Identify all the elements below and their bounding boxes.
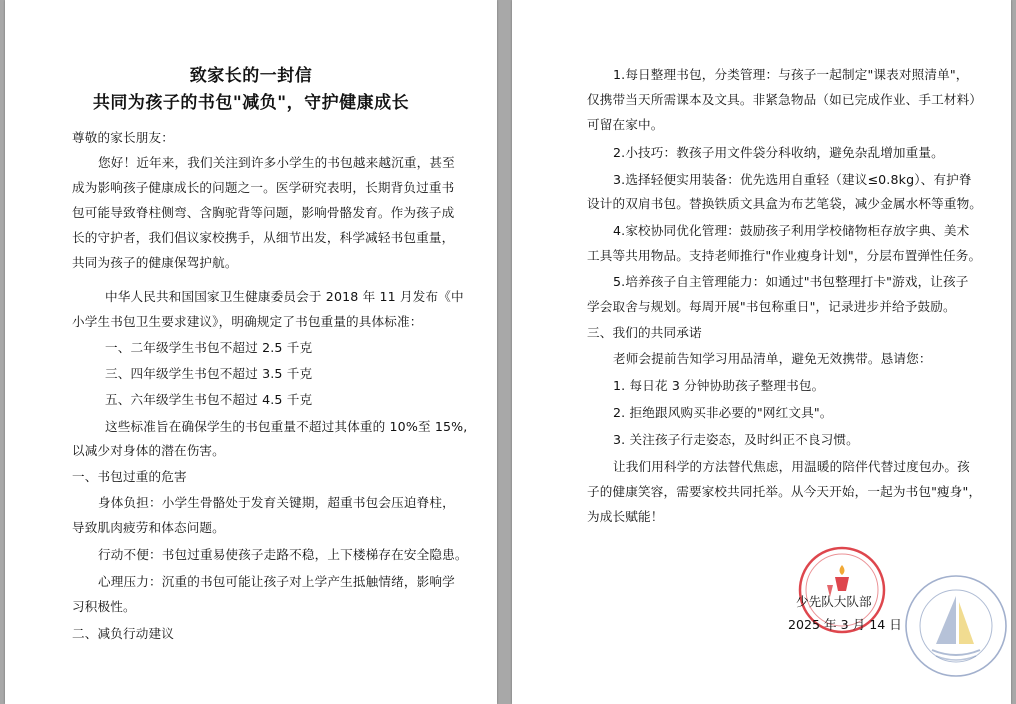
section-heading: 一、书包过重的危害	[72, 469, 187, 484]
standard-item: 一、二年级学生书包不超过 2.5 千克	[105, 340, 313, 355]
intro-line: 共同为孩子的健康保驾护航。	[72, 255, 238, 270]
harm-move-line: 行动不便：书包过重易使孩子走路不稳，上下楼梯存在安全隐患。	[98, 547, 468, 562]
signature-date: 2025 年 3 月 14 日	[788, 617, 902, 632]
tip4-line: 4.家校协同优化管理：鼓励孩子利用学校储物柜存放字典、美术	[613, 223, 970, 238]
tip5-line: 5.培养孩子自主管理能力：如通过"书包整理打卡"游戏，让孩子	[613, 274, 969, 289]
school-logo-icon	[902, 572, 1010, 680]
promise-item: 3. 关注孩子行走姿态，及时纠正不良习惯。	[613, 432, 859, 447]
standard-item: 五、六年级学生书包不超过 4.5 千克	[105, 392, 313, 407]
promise-item: 2. 拒绝跟风购买非必要的"网红文具"。	[613, 405, 833, 420]
standard-intro-line: 中华人民共和国国家卫生健康委员会于 2018 年 11 月发布《中	[105, 289, 464, 304]
standard-note-line: 以减少对身体的潜在伤害。	[72, 443, 225, 458]
tip3-line: 设计的双肩书包。替换铁质文具盒为布艺笔袋，减少金属水杯等重物。	[587, 196, 983, 211]
tip1-line: 1.每日整理书包，分类管理：与孩子一起制定"课表对照清单"，	[613, 67, 969, 82]
tip1-line: 可留在家中。	[587, 117, 664, 132]
standard-intro-line: 小学生书包卫生要求建议》，明确规定了书包重量的具体标准：	[72, 314, 423, 329]
promise-item: 1. 每日花 3 分钟协助孩子整理书包。	[613, 378, 825, 393]
greeting: 尊敬的家长朋友：	[72, 130, 174, 145]
tip5-line: 学会取舍与规划。每周开展"书包称重日"，记录进步并给予鼓励。	[587, 299, 956, 314]
tip1-line: 仅携带当天所需课本及文具。非紧急物品（如已完成作业、手工材料）	[587, 92, 983, 107]
signature: 少先队大队部	[796, 594, 872, 609]
closing-line: 为成长赋能！	[587, 509, 664, 524]
promise-intro: 老师会提前告知学习用品清单，避免无效携带。恳请您：	[613, 351, 932, 366]
intro-line: 长的守护者，我们倡议家校携手，从细节出发，科学减轻书包重量，	[72, 230, 455, 245]
closing-line: 子的健康笑容，需要家校共同托举。从今天开始，一起为书包"瘦身"，	[587, 484, 982, 499]
closing-line: 让我们用科学的方法替代焦虑，用温暖的陪伴代替过度包办。孩	[613, 459, 970, 474]
document-page-right	[512, 0, 1011, 704]
intro-line: 成为影响孩子健康成长的问题之一。医学研究表明，长期背负过重书	[72, 180, 455, 195]
harm-mind-line: 习积极性。	[72, 599, 136, 614]
tip3-line: 3.选择轻便实用装备：优先选用自重轻（建议≤0.8kg）、有护脊	[613, 172, 972, 187]
section-heading: 三、我们的共同承诺	[587, 325, 702, 340]
section-heading: 二、减负行动建议	[72, 626, 174, 641]
standard-item: 三、四年级学生书包不超过 3.5 千克	[105, 366, 313, 381]
document-page-left	[5, 0, 497, 704]
letter-subtitle: 共同为孩子的书包"减负"，守护健康成长	[92, 93, 410, 113]
tip2-line: 2.小技巧：教孩子用文件袋分科收纳，避免杂乱增加重量。	[613, 145, 944, 160]
letter-title: 致家长的一封信	[189, 66, 313, 86]
intro-line: 您好！近年来，我们关注到许多小学生的书包越来越沉重，甚至	[98, 155, 455, 170]
tip4-line: 工具等共用物品。支持老师推行"作业瘦身计划"，分层布置弹性任务。	[587, 248, 982, 263]
harm-body-line: 身体负担：小学生骨骼处于发育关键期，超重书包会压迫脊柱，	[98, 495, 455, 510]
standard-note-line: 这些标准旨在确保学生的书包重量不超过其体重的 10%至 15%,	[105, 419, 468, 434]
harm-body-line: 导致肌肉疲劳和体态问题。	[72, 520, 225, 535]
intro-line: 包可能导致脊柱侧弯、含胸驼背等问题，影响骨骼发育。作为孩子成	[72, 205, 455, 220]
harm-mind-line: 心理压力：沉重的书包可能让孩子对上学产生抵触情绪，影响学	[98, 574, 455, 589]
